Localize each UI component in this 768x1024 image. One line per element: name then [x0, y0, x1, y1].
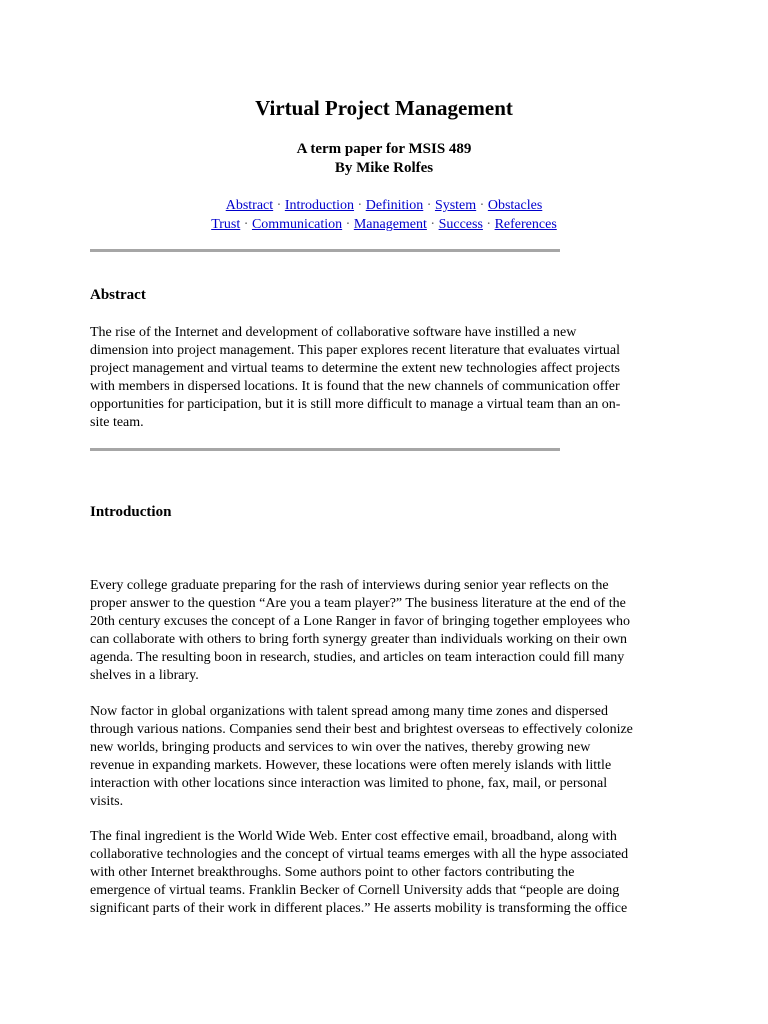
nav-separator: ·	[486, 217, 492, 232]
text-line: agenda. The resulting boon in research, studies, and articles on team interaction could fill many	[90, 650, 625, 665]
text-line: with members in dispersed locations. It is found that the new channels of communication offer	[90, 379, 620, 394]
text-line: with other Internet breakthroughs. Some authors point to other factors contributing the	[90, 865, 575, 880]
nav-link-management[interactable]: Management	[353, 217, 427, 232]
nav-link-obstacles[interactable]: Obstacles	[487, 198, 543, 213]
nav-link-introduction[interactable]: Introduction	[284, 198, 355, 213]
nav-separator: ·	[357, 198, 363, 213]
nav-link-communication[interactable]: Communication	[251, 217, 343, 232]
nav-separator: ·	[276, 198, 282, 213]
subtitle	[0, 140, 768, 178]
introduction-heading: Introduction	[90, 504, 172, 520]
text-line: new worlds, bringing products and services to win over the natives, thereby growing new	[90, 740, 591, 755]
text-line: project management and virtual teams to determine the extent new technologies affect projects	[90, 361, 620, 376]
text-line: 20th century excuses the concept of a Lone Ranger in favor of bringing together employees who	[90, 614, 630, 629]
horizontal-rule	[90, 448, 560, 451]
nav-separator: ·	[479, 198, 485, 213]
nav-separator: ·	[430, 217, 436, 232]
text-line: proper answer to the question “Are you a team player?” The business literature at the end of the	[90, 596, 626, 611]
course-line: A term paper for MSIS 489	[296, 141, 472, 157]
nav-link-abstract[interactable]: Abstract	[225, 198, 274, 213]
text-line: through various nations. Companies send their best and brightest overseas to effectively colonize	[90, 722, 633, 737]
horizontal-rule	[90, 249, 560, 252]
text-line: visits.	[90, 794, 124, 809]
nav-row-1	[0, 196, 768, 215]
introduction-paragraph-3	[90, 828, 680, 918]
text-line: shelves in a library.	[90, 668, 199, 683]
text-line: can collaborate with others to bring forth synergy greater than individuals working on their own	[90, 632, 628, 647]
text-line: interaction with other locations since interaction was limited to phone, fax, mail, or personal	[90, 776, 608, 791]
text-line: revenue in expanding markets. However, these locations were often merely islands with little	[90, 758, 612, 773]
nav-separator: ·	[243, 217, 249, 232]
page-title: Virtual Project Management	[255, 96, 513, 120]
nav-separator: ·	[426, 198, 432, 213]
text-line: dimension into project management. This paper explores recent literature that evaluates virtual	[90, 343, 620, 358]
text-line: Every college graduate preparing for the rash of interviews during senior year reflects on the	[90, 578, 609, 593]
nav-separator: ·	[345, 217, 351, 232]
text-line: significant parts of their work in different places.” He asserts mobility is transforming the office	[90, 901, 628, 916]
nav-row-2	[0, 215, 768, 234]
nav-link-definition[interactable]: Definition	[365, 198, 424, 213]
section-nav	[0, 196, 768, 234]
text-line: The final ingredient is the World Wide Web. Enter cost effective email, broadband, along with	[90, 829, 617, 844]
nav-link-trust[interactable]: Trust	[211, 217, 241, 232]
abstract-heading: Abstract	[90, 287, 146, 303]
introduction-paragraph-1	[90, 577, 680, 685]
nav-link-system[interactable]: System	[434, 198, 477, 213]
text-line: emergence of virtual teams. Franklin Becker of Cornell University adds that “people are doing	[90, 883, 620, 898]
text-line: opportunities for participation, but it is still more difficult to manage a virtual team than an on-	[90, 397, 621, 412]
nav-link-success[interactable]: Success	[438, 217, 483, 232]
text-line: The rise of the Internet and development of collaborative software have instilled a new	[90, 325, 577, 340]
nav-link-references[interactable]: References	[494, 217, 557, 232]
text-line: site team.	[90, 415, 144, 430]
text-line: collaborative technologies and the concept of virtual teams emerges with all the hype associated	[90, 847, 629, 862]
introduction-paragraph-2	[90, 703, 680, 811]
text-line: Now factor in global organizations with talent spread among many time zones and dispersed	[90, 704, 608, 719]
abstract-paragraph	[90, 324, 680, 432]
author-line: By Mike Rolfes	[334, 160, 434, 176]
